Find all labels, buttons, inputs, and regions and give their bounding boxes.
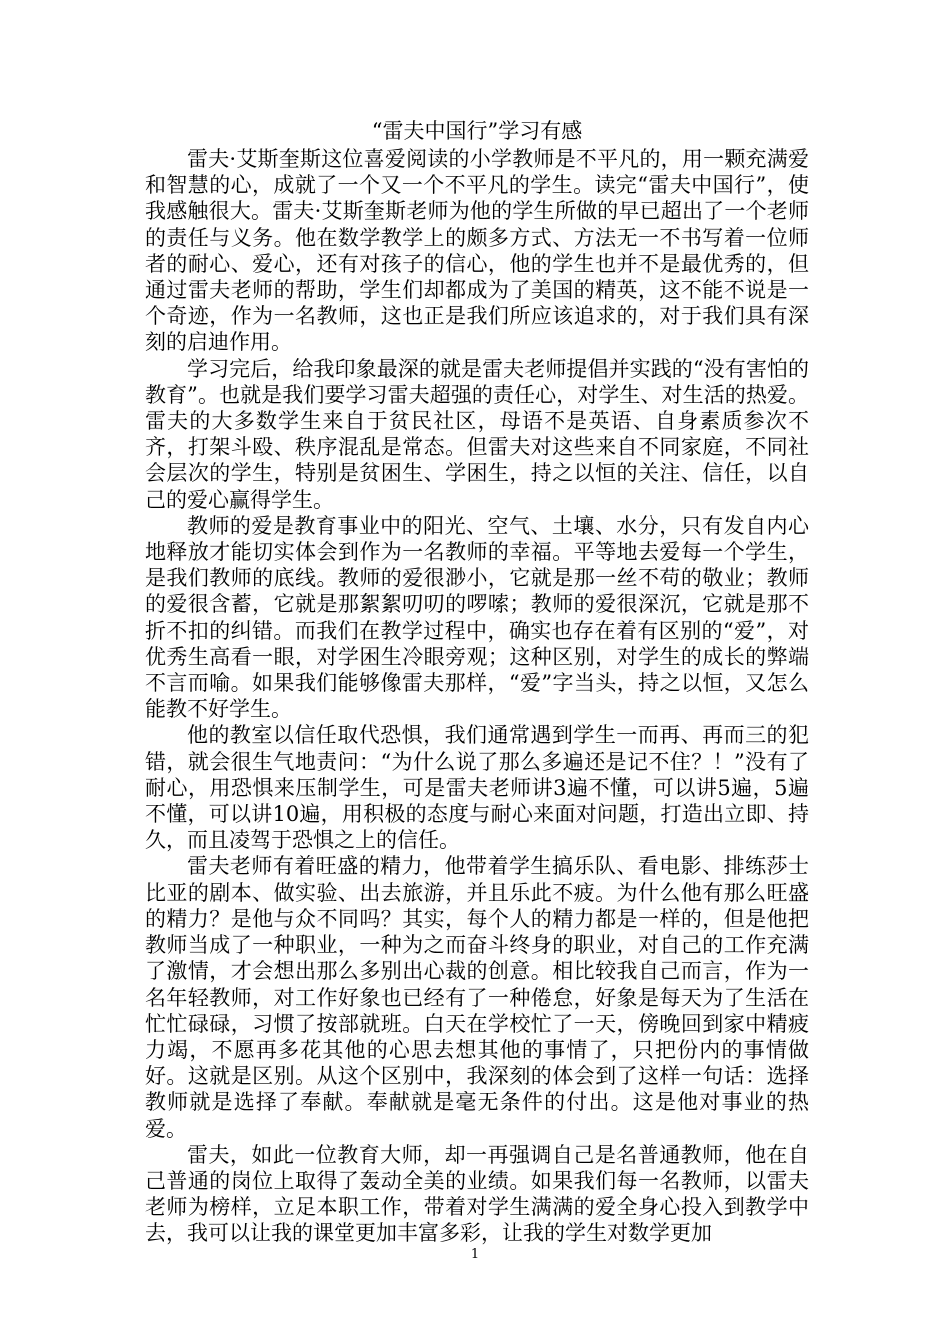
- paragraph-4: 他的教室以信任取代恐惧，我们通常遇到学生一而再、再而三的犯错，就会很生气地责问：“为什么说了那么多遍还是记不住？！”没有了耐心，用恐惧来压制学生，可是雷夫老师讲3遍不懂，可以讲5遍，5遍不懂，可以讲10遍，用积极的态度与耐心来面对问题，打造出立即、持久，而且凌驾于恐惧之上的信任。: [145, 723, 809, 853]
- paragraph-5: 雷夫老师有着旺盛的精力，他带着学生搞乐队、看电影、排练莎士比亚的剧本、做实验、出去旅游，并且乐此不疲。为什么他有那么旺盛的精力？是他与众不同吗？其实，每个人的精力都是一样的，但是他把教师当成了一种职业，一种为之而奋斗终身的职业，对自己的工作充满了激情，才会想出那么多别出心裁的创意。相比较我自己而言，作为一名年轻教师，对工作好象也已经有了一种倦怠，好象是每天为了生活在忙忙碌碌，习惯了按部就班。白天在学校忙了一天，傍晚回到家中精疲力竭，不愿再多花其他的心思去想其他的事情了，只把份内的事情做好。这就是区别。从这个区别中，我深刻的体会到了这样一句话：选择教师就是选择了奉献。奉献就是毫无条件的付出。这是他对事业的热爱。: [145, 854, 809, 1141]
- paragraph-6: 雷夫，如此一位教育大师，却一再强调自己是名普通教师，他在自己普通的岗位上取得了轰动全美的业绩。如果我们每一名教师，以雷夫老师为榜样，立足本职工作，带着对学生满满的爱全身心投入到教学中去，我可以让我的课堂更加丰富多彩，让我的学生对数学更加: [145, 1142, 809, 1246]
- document-body: [145, 118, 809, 1247]
- paragraph-2: 学习完后，给我印象最深的就是雷夫老师提倡并实践的“没有害怕的教育”。也就是我们要学习雷夫超强的责任心，对学生、对生活的热爱。雷夫的大多数学生来自于贫民社区，母语不是英语、自身素质参次不齐，打架斗殴、秩序混乱是常态。但雷夫对这些来自不同家庭，不同社会层次的学生，特别是贫困生、学困生，持之以恒的关注、信任，以自己的爱心赢得学生。: [145, 356, 809, 512]
- page-number: 1: [470, 1247, 480, 1262]
- document-title: “雷夫中国行”学习有感: [371, 119, 583, 143]
- paragraph-1: 雷夫·艾斯奎斯这位喜爱阅读的小学教师是不平凡的，用一颗充满爱和智慧的心，成就了一个又一个不平凡的学生。读完“雷夫中国行”，使我感触很大。雷夫·艾斯奎斯老师为他的学生所做的早已超出了一个老师的责任与义务。他在数学教学上的颇多方式、方法无一不书写着一位师者的耐心、爱心，还有对孩子的信心，他的学生也并不是最优秀的，但通过雷夫老师的帮助，学生们却都成为了美国的精英，这不能不说是一个奇迹，作为一名教师，这也正是我们所应该追求的，对于我们具有深刻的启迪作用。: [145, 147, 809, 355]
- paragraph-3: 教师的爱是教育事业中的阳光、空气、土壤、水分，只有发自内心地释放才能切实体会到作为一名教师的幸福。平等地去爱每一个学生，是我们教师的底线。教师的爱很渺小，它就是那一丝不苟的敬业；教师的爱很含蓄，它就是那絮絮叨叨的啰嗦；教师的爱很深沉，它就是那不折不扣的纠错。而我们在教学过程中，确实也存在着有区别的“爱”，对优秀生高看一眼，对学困生冷眼旁观；这种区别，对学生的成长的弊端不言而喻。如果我们能够像雷夫那样，“爱”字当头，持之以恒，又怎么能教不好学生。: [145, 513, 809, 722]
